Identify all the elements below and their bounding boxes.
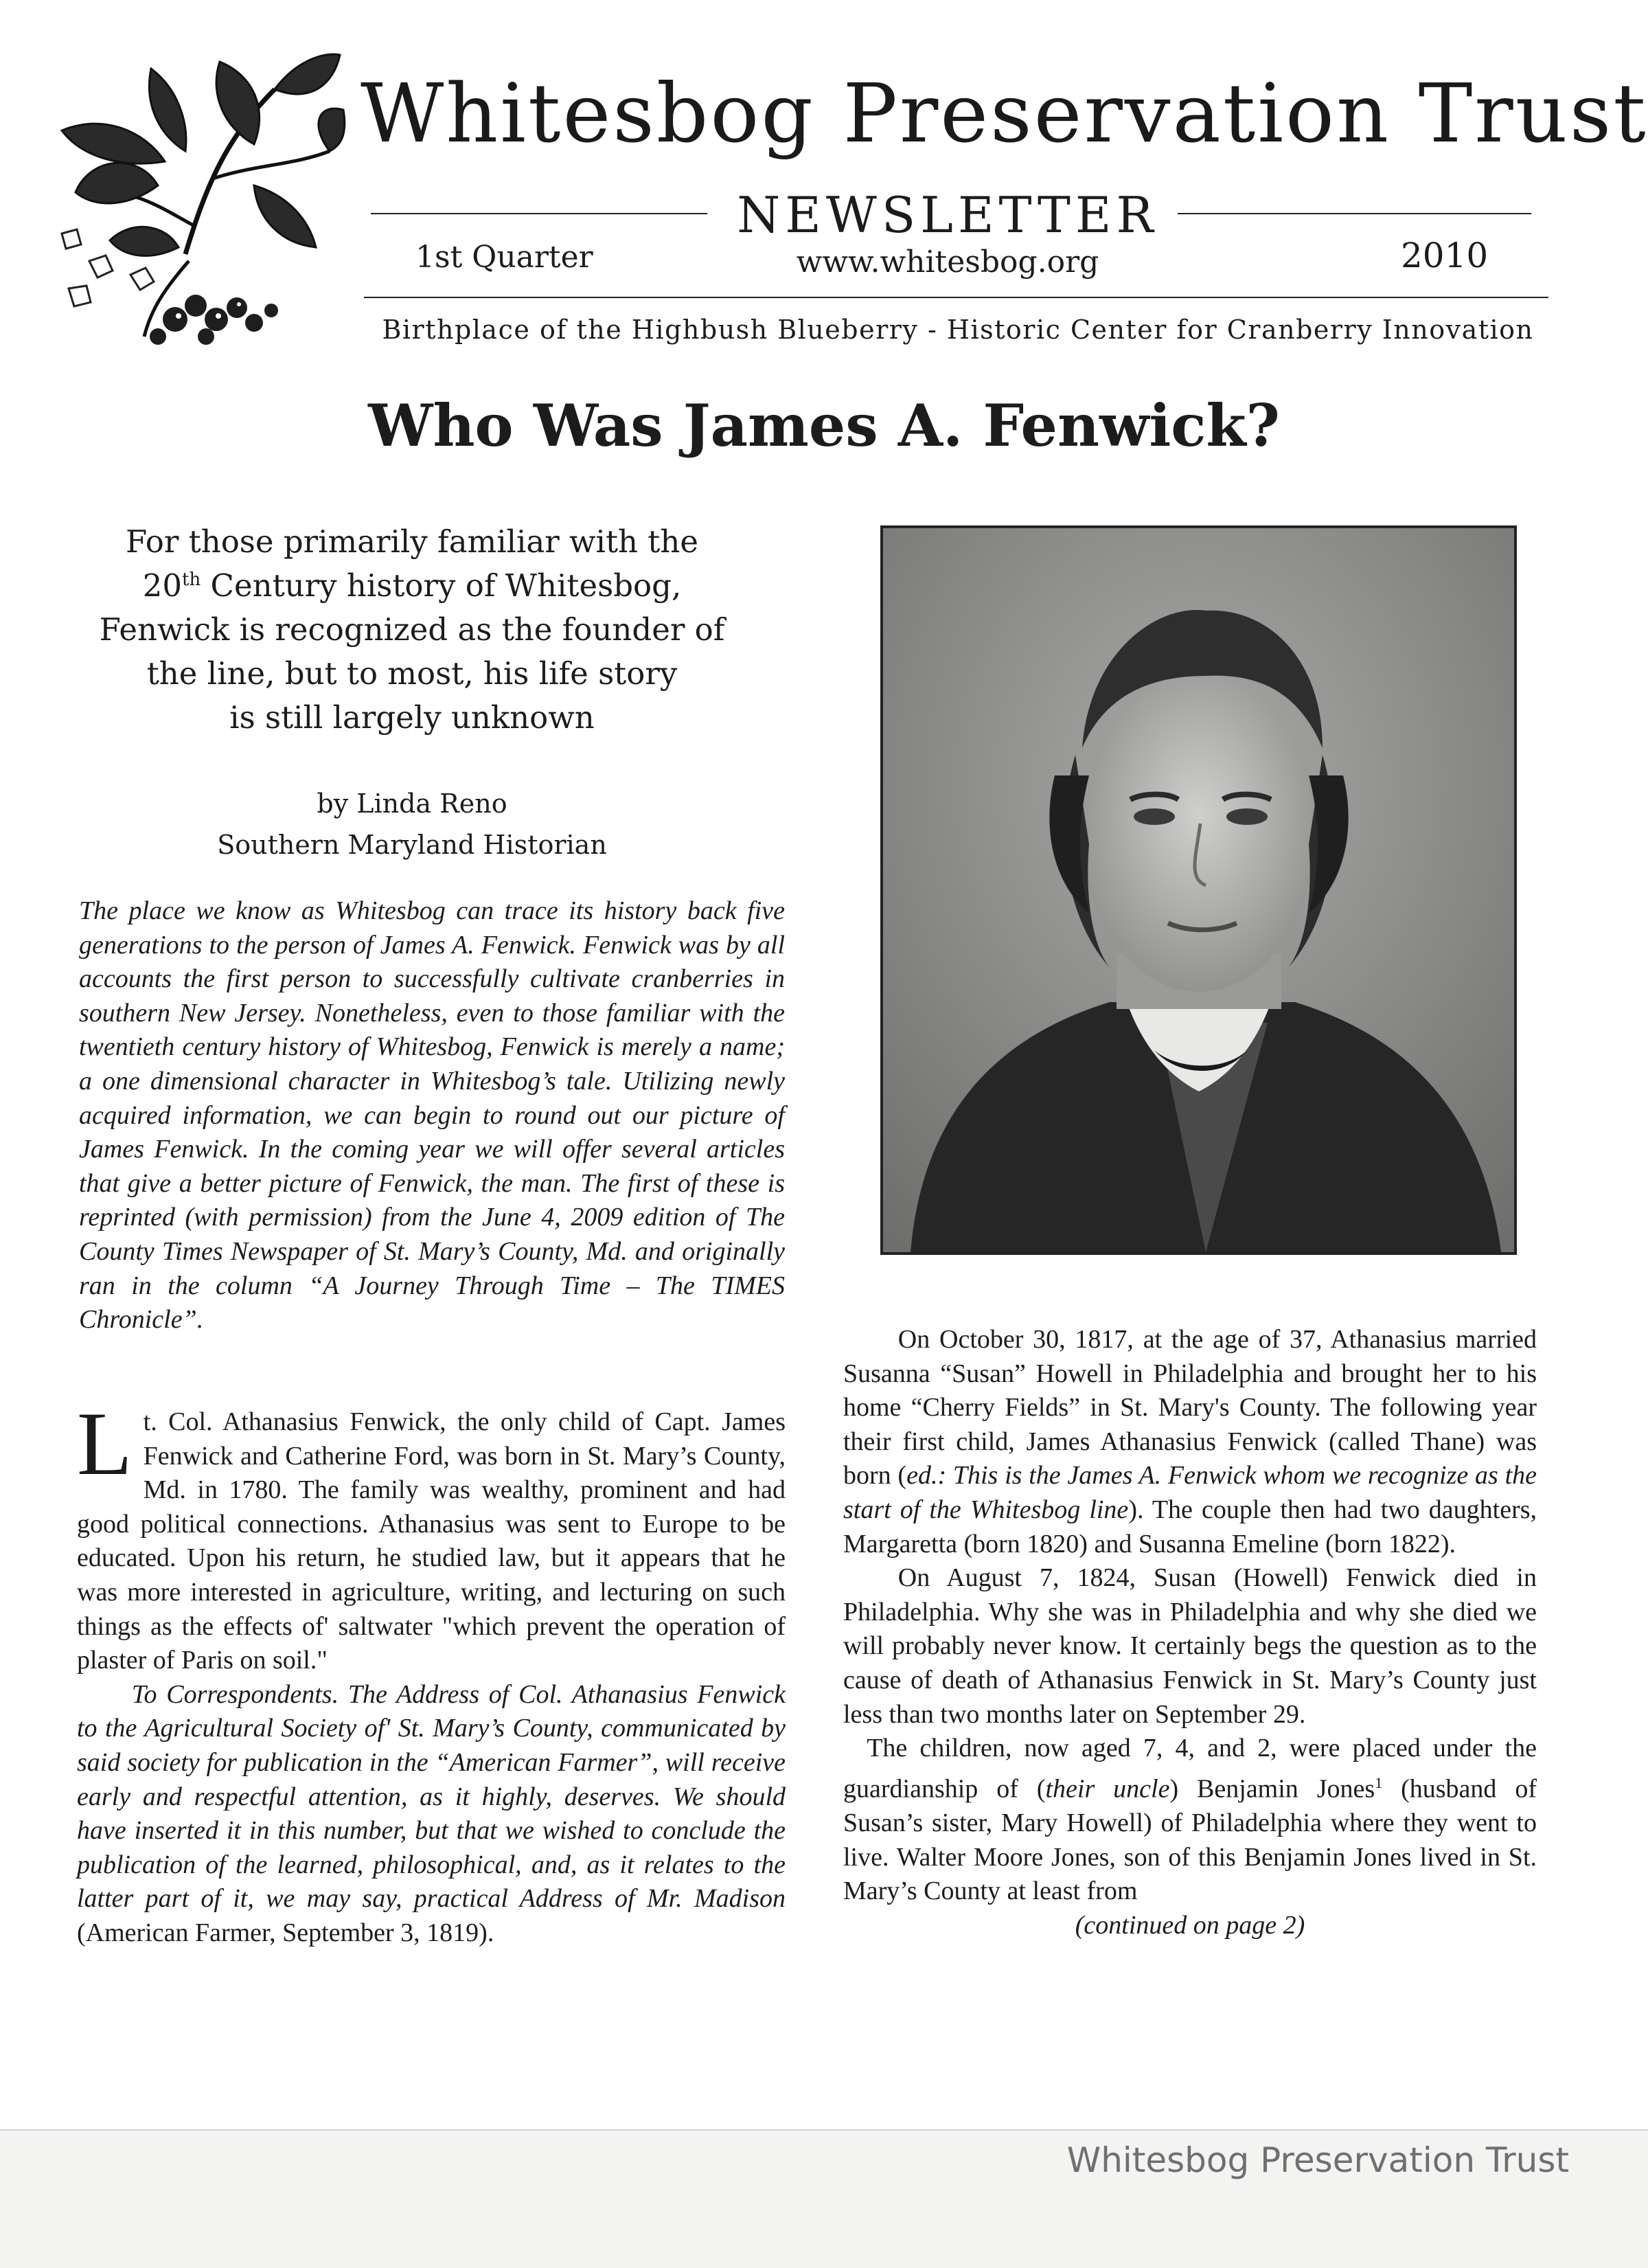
newsletter-rule-right bbox=[1178, 213, 1531, 214]
deck-line: is still largely unknown bbox=[229, 699, 595, 736]
footer-credit: Whitesbog Preservation Trust bbox=[1066, 2140, 1569, 2180]
body-paragraph bbox=[843, 1732, 1537, 1909]
author-title: Southern Maryland Historian bbox=[217, 830, 607, 860]
body-paragraph bbox=[77, 1678, 786, 1951]
paragraph-text: t. Col. Athanasius Fenwick, the only child of Capt. James Fenwick and Catherine Ford, was born in St. Mary’s County, Md. in 1780. The family was wealthy, prominent and had good political connections. Athanasius was sent to Europe to be educated. Upon his return, he studied law, but it appears that he was more interested in agriculture, writing, and lecturing on such things as the effects of' saltwater "which prevent the operation of plaster of Paris on soil." bbox=[77, 1407, 786, 1675]
byline bbox=[76, 783, 748, 865]
quoted-notice: To Correspondents. The Address of Col. Athanasius Fenwick to the Agricultural Society of' St. Mary’s County, communicated by said society for publication in the “American Farmer”, will receive early and respectful attention, as it highly, deserves. We should have inserted it in this number, but that we wished to conclude the publication of the learned, philosophical, and, as it relates to the latter part of it, we may say, practical Address of Mr. Madison bbox=[77, 1679, 786, 1914]
body-paragraph bbox=[77, 1393, 786, 1678]
deck-line bbox=[76, 564, 748, 608]
citation: (American Farmer, September 3, 1819). bbox=[77, 1918, 494, 1947]
james-fenwick-portrait bbox=[883, 528, 1514, 1252]
portrait-photo bbox=[880, 525, 1517, 1255]
author-name: by Linda Reno bbox=[317, 789, 507, 819]
deck-text: Century history of Whitesbog, bbox=[201, 567, 682, 604]
editor-note: ed.: This is the James A. Fenwick whom we recognize as the start of the Whitesbog line bbox=[843, 1461, 1537, 1524]
continued-notice: (continued on page 2) bbox=[1075, 1910, 1305, 1940]
masthead-tagline: Birthplace of the Highbush Blueberry - Historic Center for Cranberry Innovation bbox=[382, 315, 1534, 345]
article-deck bbox=[76, 520, 748, 740]
paragraph-text: (husband of Susan’s sister, Mary Howell) of Philadelphia where they went to live. Walter Moore Jones, son of this Benjamin Jones lived in St. Mary’s County at least from bbox=[843, 1774, 1537, 1906]
paragraph-text: The children, now aged 7, 4, and 2, were placed under the guardianship of ( bbox=[843, 1734, 1537, 1804]
issue-year: 2010 bbox=[1401, 236, 1489, 275]
paragraph-text: ). The couple then had two daughters, Margaretta (born 1820) and Susanna Emeline (born 1822). bbox=[843, 1495, 1537, 1558]
article-column-left bbox=[77, 1393, 786, 1951]
footnote-marker: 1 bbox=[1375, 1773, 1383, 1791]
newsletter-label: NEWSLETTER bbox=[737, 186, 1158, 244]
website-url: www.whitesbog.org bbox=[796, 245, 1099, 280]
blueberry-branch-logo bbox=[48, 48, 350, 350]
article-headline: Who Was James A. Fenwick? bbox=[368, 392, 1280, 460]
paragraph-text: On October 30, 1817, at the age of 37, Athanasius married Susanna “Susan” Howell in Philadelphia and brought her to his home “Cherry Fields” in St. Mary's County. The following year their first child, James Athanasius Fenwick (called Thane) was born ( bbox=[843, 1325, 1537, 1490]
deck-line: Fenwick is recognized as the founder of bbox=[99, 611, 725, 648]
deck-line: the line, but to most, his life story bbox=[146, 655, 678, 692]
deck-superscript: th bbox=[182, 569, 201, 590]
body-paragraph: On August 7, 1824, Susan (Howell) Fenwick died in Philadelphia. Why she was in Philadelphia and why she died we will probably never know. It certainly begs the question as to the cause of death of Athanasius Fenwick in St. Mary’s County just less than two months later on September 29. bbox=[843, 1563, 1537, 1729]
masthead-title: Whitesbog Preservation Trust bbox=[360, 66, 1648, 161]
issue-quarter: 1st Quarter bbox=[415, 240, 593, 275]
intro-paragraph: The place we know as Whitesbog can trace its history back five generations to the person of James A. Fenwick. Fenwick was by all accounts the first person to successfully cultivate cranberries in southern New Jersey. Nonetheless, even to those familiar with the twentieth century history of Whitesbog, Fenwick is merely a name; a one dimensional character in Whitesbog’s tale. Utilizing newly acquired information, we can begin to round out our picture of James Fenwick. In the coming year we will offer several articles that give a better picture of Fenwick, the man. The first of these is reprinted (with permission) from the June 4, 2009 edition of The County Times Newspaper of St. Mary’s County, Md. and originally ran in the column “A Journey Through Time – The TIMES Chronicle”. bbox=[79, 896, 785, 1335]
body-paragraph bbox=[843, 1323, 1537, 1561]
editor-intro bbox=[79, 894, 785, 1337]
masthead-divider bbox=[364, 297, 1548, 298]
aside-italic: their uncle bbox=[1045, 1774, 1170, 1804]
newsletter-rule-left bbox=[371, 213, 707, 214]
article-column-right bbox=[843, 1323, 1537, 1942]
deck-line: For those primarily familiar with the bbox=[125, 523, 699, 560]
deck-number: 20 bbox=[142, 567, 183, 604]
paragraph-text: ) Benjamin Jones bbox=[1169, 1774, 1375, 1804]
drop-cap: L bbox=[77, 1393, 133, 1494]
blueberry-branch-icon bbox=[48, 48, 350, 350]
